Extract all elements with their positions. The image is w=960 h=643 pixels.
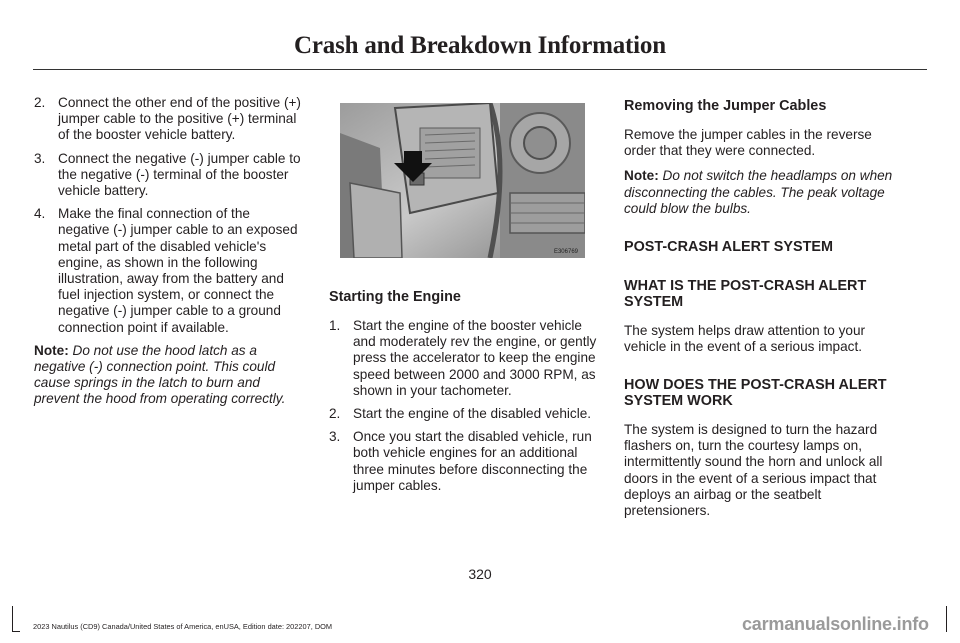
note-label: Note: bbox=[624, 168, 659, 184]
list-item bbox=[34, 95, 304, 144]
list-item bbox=[34, 206, 304, 336]
step-number: 4. bbox=[34, 206, 46, 222]
what-is-heading: WHAT IS THE POST-CRASH ALERT SYSTEM bbox=[624, 277, 867, 311]
figure-code: E306769 bbox=[553, 249, 578, 255]
page-number: 320 bbox=[468, 566, 492, 582]
step-number: 1. bbox=[329, 318, 341, 333]
how-does-text: The system is designed to turn the hazard flashers on, turn the courtesy lamps on, intermittently sound the horn and unlock all doors in the event of a serious impact that deploys an airbag or the seatbelt pretensioners. bbox=[624, 421, 883, 518]
note-text: Do not switch the headlamps on when disconnecting the cables. The peak voltage could blow the bulbs. bbox=[624, 168, 893, 216]
column-2 bbox=[329, 288, 601, 501]
what-is-text: The system helps draw attention to your vehicle in the event of a serious impact. bbox=[624, 322, 866, 354]
removing-cables-text: Remove the jumper cables in the reverse order that they were connected. bbox=[624, 127, 872, 159]
edition-footer: 2023 Nautilus (CD9) Canada/United States of America, enUSA, Edition date: 202207, DOM bbox=[33, 622, 333, 631]
column-3 bbox=[624, 97, 896, 528]
how-does-heading: HOW DOES THE POST-CRASH ALERT SYSTEM WORK bbox=[624, 376, 887, 410]
crop-mark bbox=[946, 606, 947, 632]
step-number: 2. bbox=[329, 406, 341, 422]
step-text: Connect the other end of the positive (+) jumper cable to the positive (+) terminal of the booster vehicle battery. bbox=[58, 95, 301, 143]
post-crash-alert-heading: POST-CRASH ALERT SYSTEM bbox=[624, 239, 833, 256]
step-text: Start the engine of the disabled vehicle. bbox=[353, 406, 592, 422]
crop-mark bbox=[12, 631, 20, 632]
note-text: Do not use the hood latch as a negative (-) connection point. This could cause springs in the latch to burn and prevent the hood from operating correctly. bbox=[34, 342, 286, 407]
note-label: Note: bbox=[34, 342, 69, 358]
step-text: Connect the negative (-) jumper cable to the negative (-) terminal of the booster vehicle battery. bbox=[58, 150, 301, 199]
list-item bbox=[329, 406, 601, 422]
headlamps-note bbox=[624, 168, 896, 217]
engine-bay-illustration bbox=[340, 103, 585, 258]
removing-cables-heading: Removing the Jumper Cables bbox=[624, 98, 827, 114]
column-1 bbox=[34, 95, 304, 417]
crop-mark bbox=[12, 606, 13, 632]
step-number: 2. bbox=[34, 95, 46, 110]
list-item bbox=[34, 151, 304, 200]
step-number: 3. bbox=[34, 150, 46, 166]
list-item bbox=[329, 429, 601, 494]
engine-bay-image bbox=[340, 103, 585, 258]
starting-engine-heading: Starting the Engine bbox=[329, 289, 461, 305]
step-text: Once you start the disabled vehicle, run both vehicle engines for an additional three minutes before disconnecting the jumper cables. bbox=[353, 429, 592, 493]
step-text: Start the engine of the booster vehicle and moderately rev the engine, or gently press the accelerator to keep the engine speed between 2000 and 3000 RPM, as shown in your tachometer. bbox=[353, 318, 597, 398]
page-header-title: Crash and Breakdown Information bbox=[294, 32, 666, 59]
watermark: carmanualsonline.info bbox=[742, 614, 929, 634]
jump-start-steps-list bbox=[34, 95, 304, 336]
header-rule bbox=[33, 69, 927, 70]
hood-latch-note bbox=[34, 343, 304, 408]
step-number: 3. bbox=[329, 429, 341, 445]
step-text: Make the final connection of the negative (-) jumper cable to an exposed metal part of the disabled vehicle's engine, as shown in the following illustration, away from the battery and fuel injection system, or connect the negative (-) jumper cable to a ground connection point if available. bbox=[58, 206, 298, 335]
starting-engine-steps-list bbox=[329, 318, 601, 494]
list-item bbox=[329, 318, 601, 399]
